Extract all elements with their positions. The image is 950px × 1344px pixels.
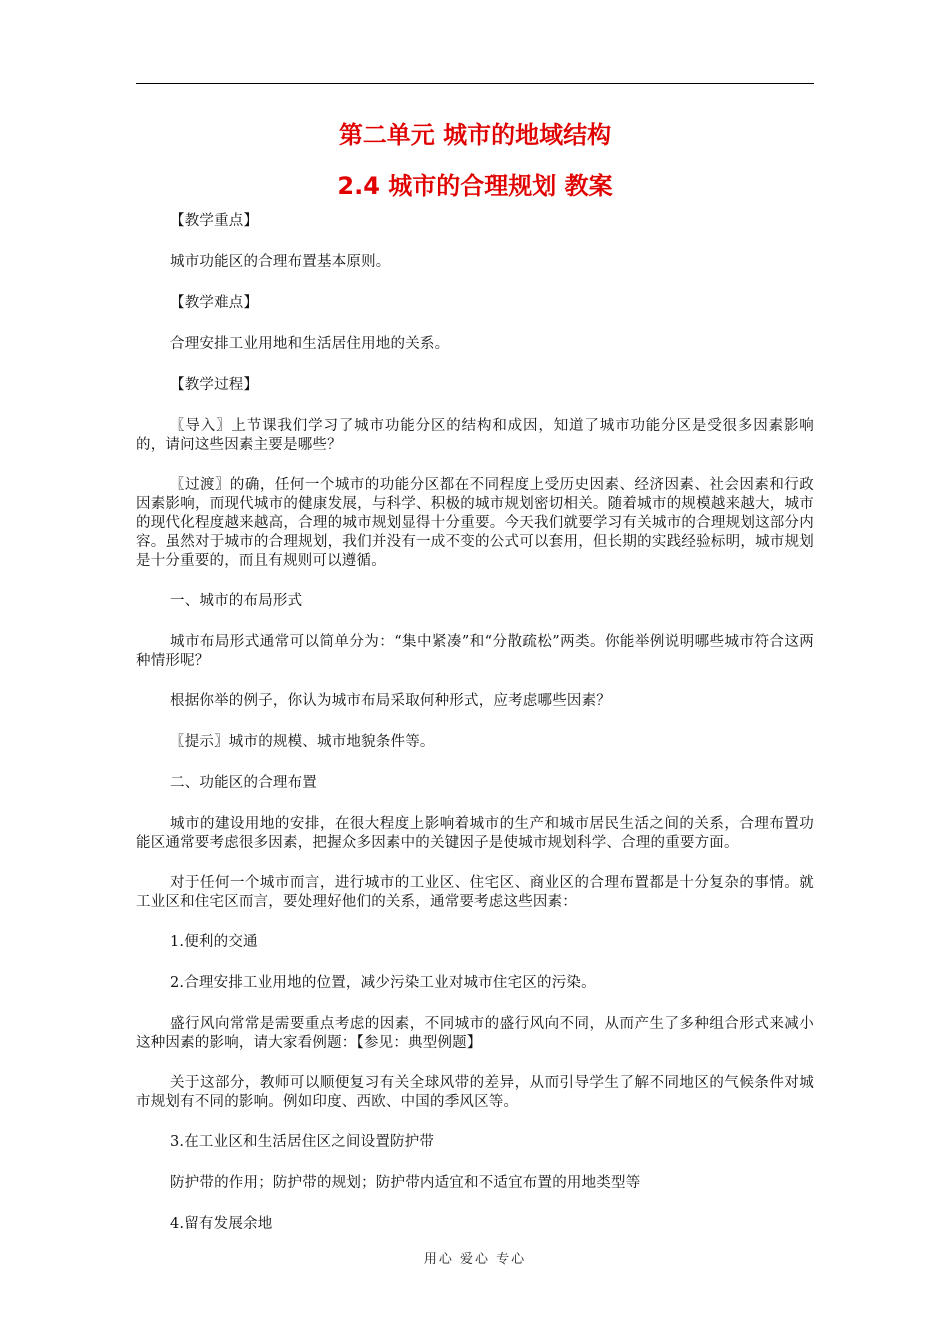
- paragraph-intro: 〖导入〗上节课我们学习了城市功能分区的结构和成因，知道了城市功能分区是受很多因素影响的，请问这些因素主要是哪些？: [136, 418, 814, 453]
- paragraph: 关于这部分，教师可以顺便复习有关全球风带的差异，从而引导学生了解不同地区的气候条件对城市规划有不同的影响。例如印度、西欧、中国的季风区等。: [136, 1075, 814, 1110]
- lesson-title: 2.4 城市的合理规划 教案: [337, 172, 613, 200]
- paragraph: 城市的建设用地的安排，在很大程度上影响着城市的生产和城市居民生活之间的关系，合理布置功能区通常要考虑很多因素，把握众多因素中的关键因子是使城市规划科学、合理的重要方面。: [136, 816, 814, 851]
- list-item: 1.便利的交通: [170, 934, 258, 950]
- paragraph: 根据你举的例子，你认为城市布局采取何种形式，应考虑哪些因素？: [170, 693, 611, 709]
- page-footer: 用心 爱心 专心: [423, 1252, 527, 1267]
- paragraph-hint: 〖提示〗城市的规模、城市地貌条件等。: [170, 734, 435, 750]
- list-item: 2.合理安排工业用地的位置，减少污染工业对城市住宅区的污染。: [170, 975, 596, 991]
- list-item: 4.留有发展余地: [170, 1216, 273, 1232]
- section-heading-layout-forms: 一、城市的布局形式: [170, 593, 303, 609]
- paragraph: 防护带的作用；防护带的规划；防护带内适宜和不适宜布置的用地类型等: [170, 1175, 641, 1191]
- section-heading-functional-zones: 二、功能区的合理布置: [170, 775, 317, 791]
- document-body: [136, 212, 814, 1256]
- paragraph: 城市布局形式通常可以简单分为：“集中紧凑”和“分散疏松”两类。你能举例说明哪些城市符合这两种情形呢？: [136, 634, 814, 669]
- section-heading-difficulties: 【教学难点】: [170, 295, 259, 311]
- paragraph: 城市功能区的合理布置基本原则。: [170, 254, 391, 270]
- unit-title: 第二单元 城市的地域结构: [338, 121, 612, 149]
- header-rule: [136, 83, 814, 84]
- paragraph-transition: 〖过渡〗的确，任何一个城市的功能分区都在不同程度上受历史因素、经济因素、社会因素和行政因素影响，而现代城市的健康发展，与科学、积极的城市规划密切相关。随着城市的规模越来越大，城市的现代化程度越来越高，合理的城市规划显得十分重要。今天我们就要学习有关城市的合理规划这部分内容。虽然对于城市的合理规划，我们并没有一成不变的公式可以套用，但长期的实践经验标明，城市规划是十分重要的，而且有规则可以遵循。: [136, 477, 814, 569]
- paragraph: 合理安排工业用地和生活居住用地的关系。: [170, 336, 450, 352]
- paragraph: 对于任何一个城市而言，进行城市的工业区、住宅区、商业区的合理布置都是十分复杂的事情。就工业区和住宅区而言，要处理好他们的关系，通常要考虑这些因素：: [136, 875, 814, 910]
- list-item: 3.在工业区和生活居住区之间设置防护带: [170, 1134, 435, 1150]
- section-heading-process: 【教学过程】: [170, 377, 259, 393]
- paragraph: 盛行风向常常是需要重点考虑的因素，不同城市的盛行风向不同，从而产生了多种组合形式来减小这种因素的影响，请大家看例题：【参见：典型例题】: [136, 1016, 814, 1051]
- section-heading-key-points: 【教学重点】: [170, 213, 259, 229]
